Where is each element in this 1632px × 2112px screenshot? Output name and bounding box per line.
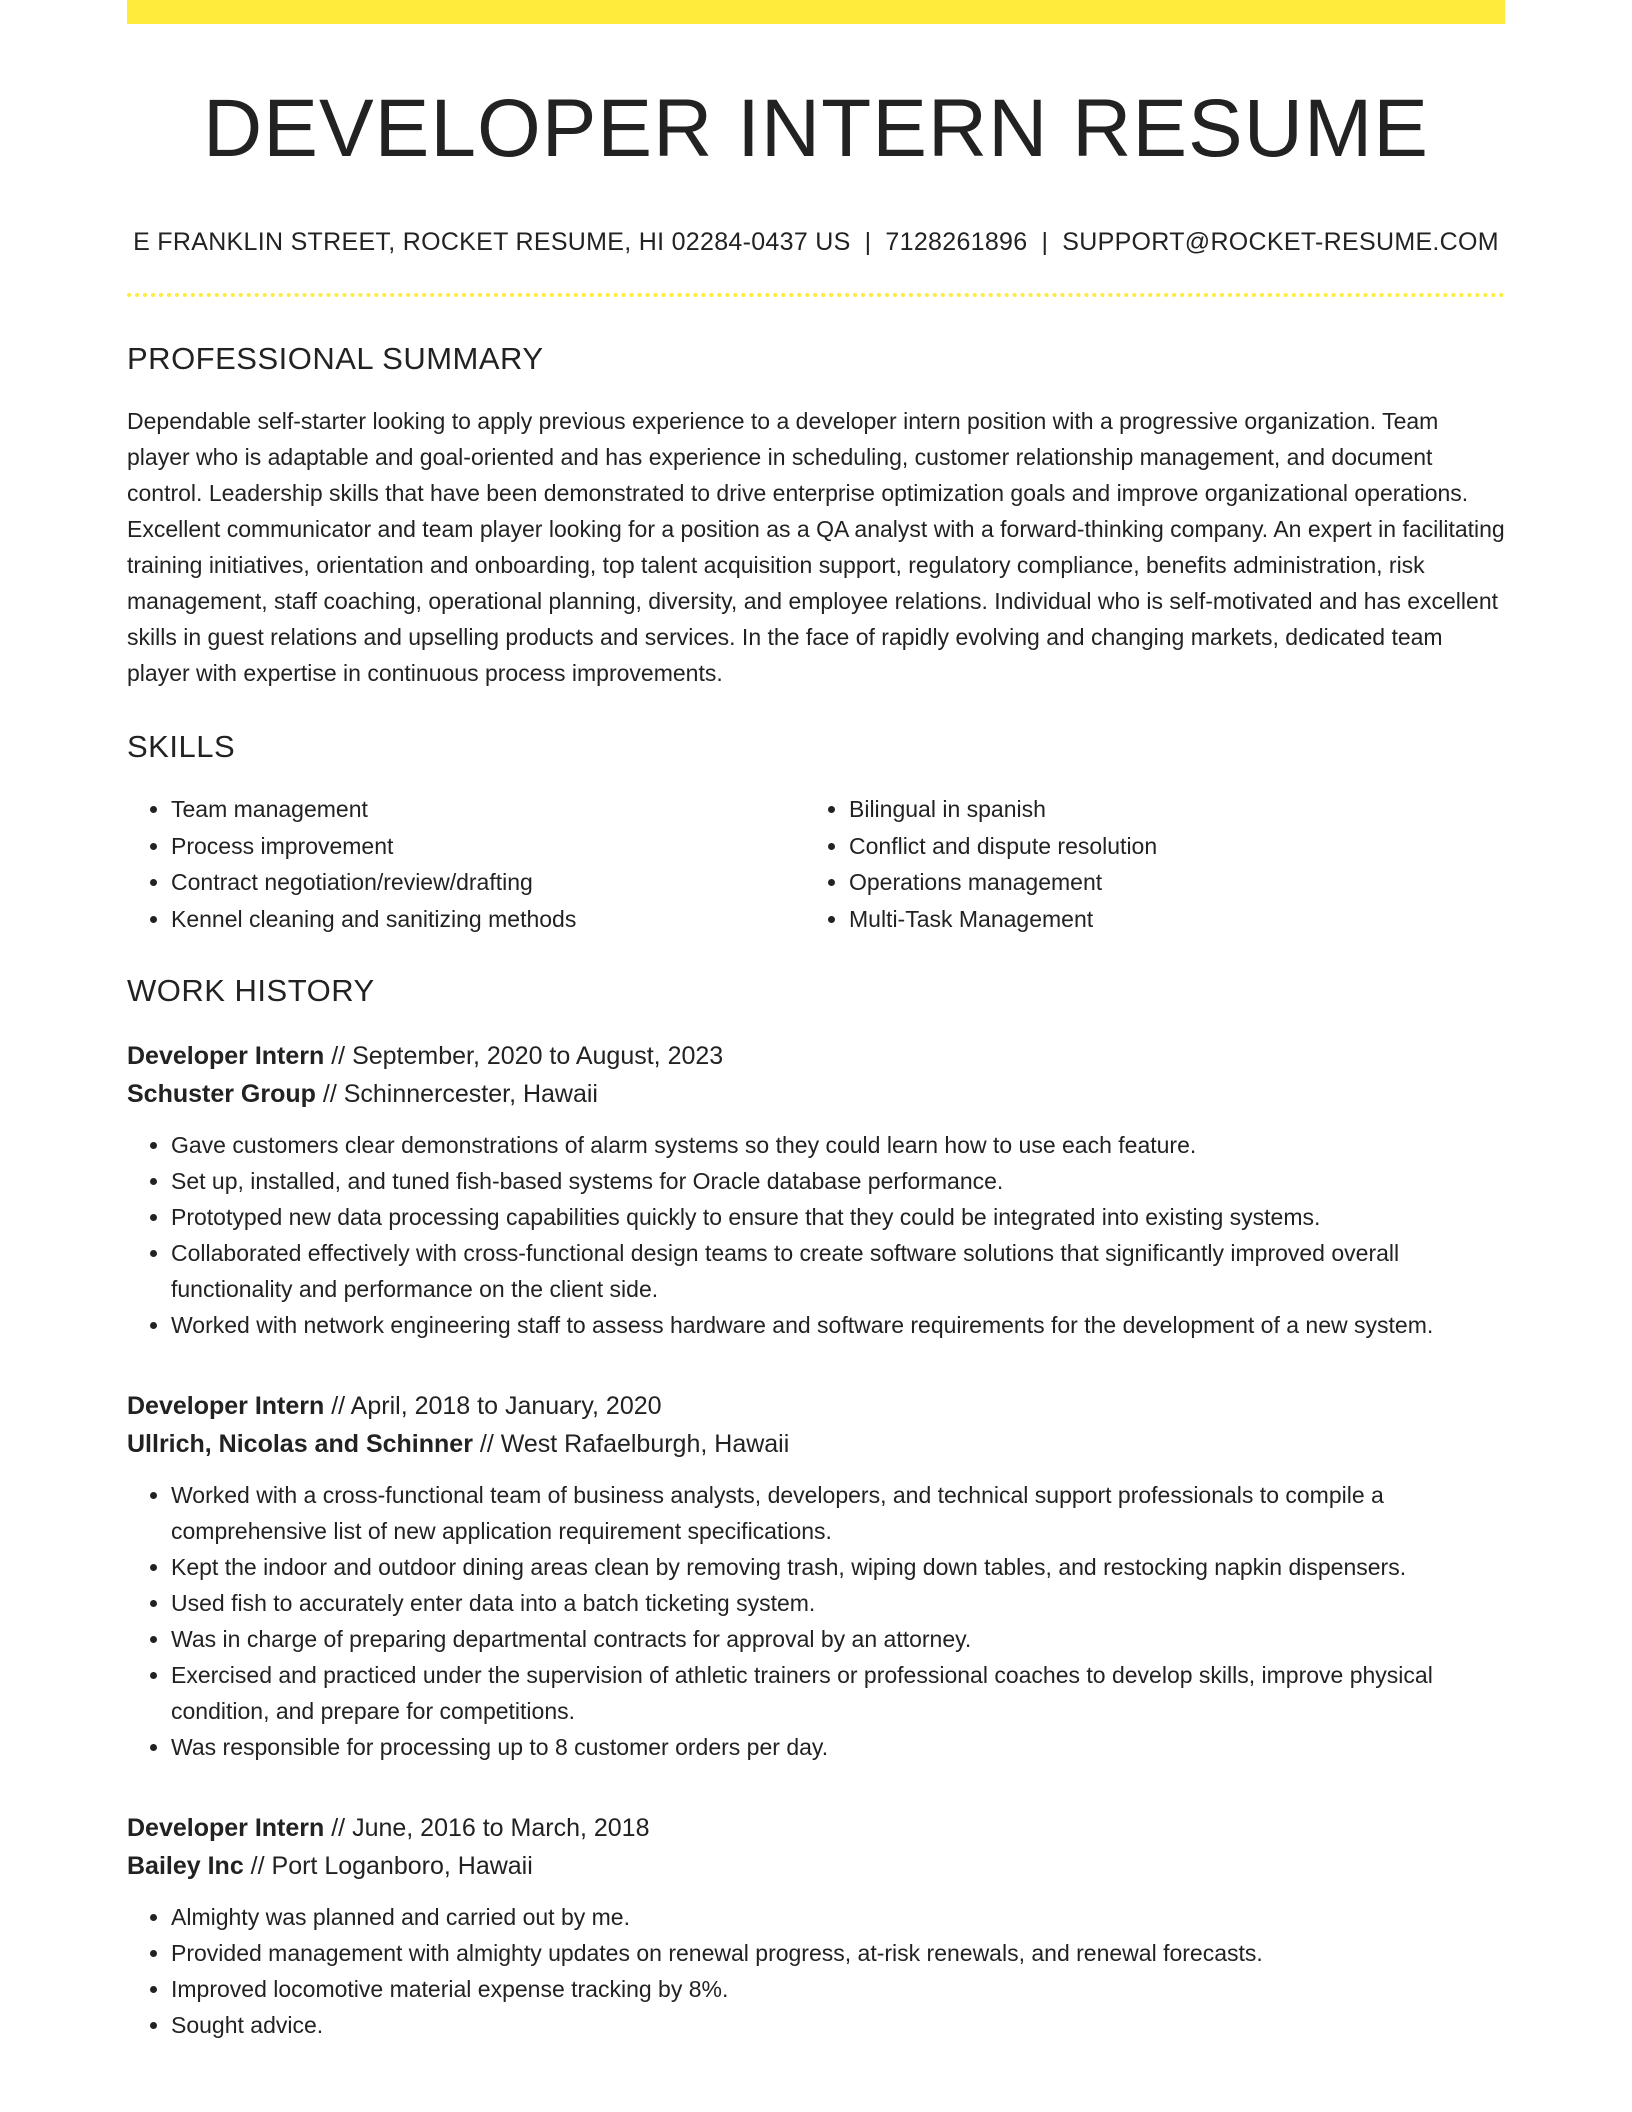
skill-item: • Operations management [849,864,1483,901]
job-bullet: • Sought advice. [171,2007,1505,2043]
skill-item: • Team management [171,791,805,828]
dotted-divider [127,293,1505,297]
contact-separator: | [1041,228,1049,257]
contact-phone: 7128261896 [885,228,1028,257]
job-entry [127,1809,1505,2043]
work-history-section [127,973,1505,2043]
job-company-line [127,1847,1505,1885]
job-bullet: • Used fish to accurately enter data into a batch ticketing system. [171,1585,1505,1621]
skill-item: • Bilingual in spanish [849,791,1483,828]
job-bullet: • Collaborated effectively with cross-functional design teams to create software solutions that significantly improved overall functionality and performance on the client side. [171,1235,1505,1307]
contact-address: E FRANKLIN STREET, ROCKET RESUME, HI 02284-0437 US [133,228,851,257]
job-company: Bailey Inc [127,1852,244,1881]
job-entry [127,1037,1505,1343]
job-bullet: • Was in charge of preparing departmental contracts for approval by an attorney. [171,1621,1505,1657]
resume-page [127,0,1505,2043]
job-bullet: • Almighty was planned and carried out by me. [171,1899,1505,1935]
job-entry [127,1387,1505,1765]
job-bullet: • Was responsible for processing up to 8 customer orders per day. [171,1729,1505,1765]
job-bullet: • Provided management with almighty updates on renewal progress, at-risk renewals, and renewal forecasts. [171,1935,1505,1971]
job-title: Developer Intern [127,1042,325,1071]
skill-item: • Kennel cleaning and sanitizing methods [171,901,805,938]
job-bullets [127,1127,1505,1343]
summary-text: Dependable self-starter looking to apply previous experience to a developer intern position with a progressive organization. Team player who is adaptable and goal-oriented and has experience in scheduling, customer relationship management, and document control. Leadership skills that have been demonstrated to drive enterprise optimization goals and improve organizational operations. Excellent communicator and team player looking for a position as a QA analyst with a forward-thinking company. An expert in facilitating training initiatives, orientation and onboarding, top talent acquisition support, regulatory compliance, benefits administration, risk management, staff coaching, operational planning, diversity, and employee relations. Individual who is self-motivated and has excellent skills in guest relations and upselling products and services. In the face of rapidly evolving and changing markets, dedicated team player with expertise in continuous process improvements. [127,408,1505,687]
job-bullet: • Worked with network engineering staff to assess hardware and software requirements for the development of a new system. [171,1307,1505,1343]
job-bullet: • Gave customers clear demonstrations of alarm systems so they could learn how to use each feature. [171,1127,1505,1163]
job-location: // Port Loganboro, Hawaii [243,1852,533,1881]
job-dates: // April, 2018 to January, 2020 [324,1392,662,1421]
job-bullets [127,1899,1505,2043]
skill-item: • Process improvement [171,828,805,865]
skill-item: • Multi-Task Management [849,901,1483,938]
skills-heading: SKILLS [127,729,236,765]
skill-item: • Conflict and dispute resolution [849,828,1483,865]
accent-top-bar [127,0,1505,24]
job-bullet: • Set up, installed, and tuned fish-based systems for Oracle database performance. [171,1163,1505,1199]
job-title: Developer Intern [127,1392,325,1421]
job-company: Ullrich, Nicolas and Schinner [127,1430,473,1459]
job-bullet: • Kept the indoor and outdoor dining areas clean by removing trash, wiping down tables, and restocking napkin dispensers. [171,1549,1505,1585]
contact-separator: | [864,228,872,257]
job-title: Developer Intern [127,1814,325,1843]
job-bullets [127,1477,1505,1765]
job-title-line [127,1809,1505,1847]
skills-right-column [805,791,1483,937]
job-bullet: • Improved locomotive material expense tracking by 8%. [171,1971,1505,2007]
job-company: Schuster Group [127,1080,316,1109]
job-company-line [127,1075,1505,1113]
summary-section [127,341,1505,691]
job-title-line [127,1387,1505,1425]
summary-heading: PROFESSIONAL SUMMARY [127,341,544,377]
skills-left-column [127,791,805,937]
skills-columns [127,791,1505,937]
contact-line [127,228,1505,257]
work-history-heading: WORK HISTORY [127,973,375,1009]
job-location: // West Rafaelburgh, Hawaii [472,1430,790,1459]
job-bullet: • Exercised and practiced under the supervision of athletic trainers or professional coaches to develop skills, improve physical condition, and prepare for competitions. [171,1657,1505,1729]
skills-section [127,729,1505,937]
resume-title: DEVELOPER INTERN RESUME [203,83,1429,174]
job-title-line [127,1037,1505,1075]
job-bullet: • Prototyped new data processing capabilities quickly to ensure that they could be integrated into existing systems. [171,1199,1505,1235]
skill-item: • Contract negotiation/review/drafting [171,864,805,901]
job-dates: // June, 2016 to March, 2018 [324,1814,650,1843]
job-bullet: • Worked with a cross-functional team of business analysts, developers, and technical support professionals to compile a comprehensive list of new application requirement specifications. [171,1477,1505,1549]
job-dates: // September, 2020 to August, 2023 [324,1042,724,1071]
contact-email: SUPPORT@ROCKET-RESUME.COM [1062,228,1499,257]
job-location: // Schinnercester, Hawaii [315,1080,598,1109]
job-company-line [127,1425,1505,1463]
